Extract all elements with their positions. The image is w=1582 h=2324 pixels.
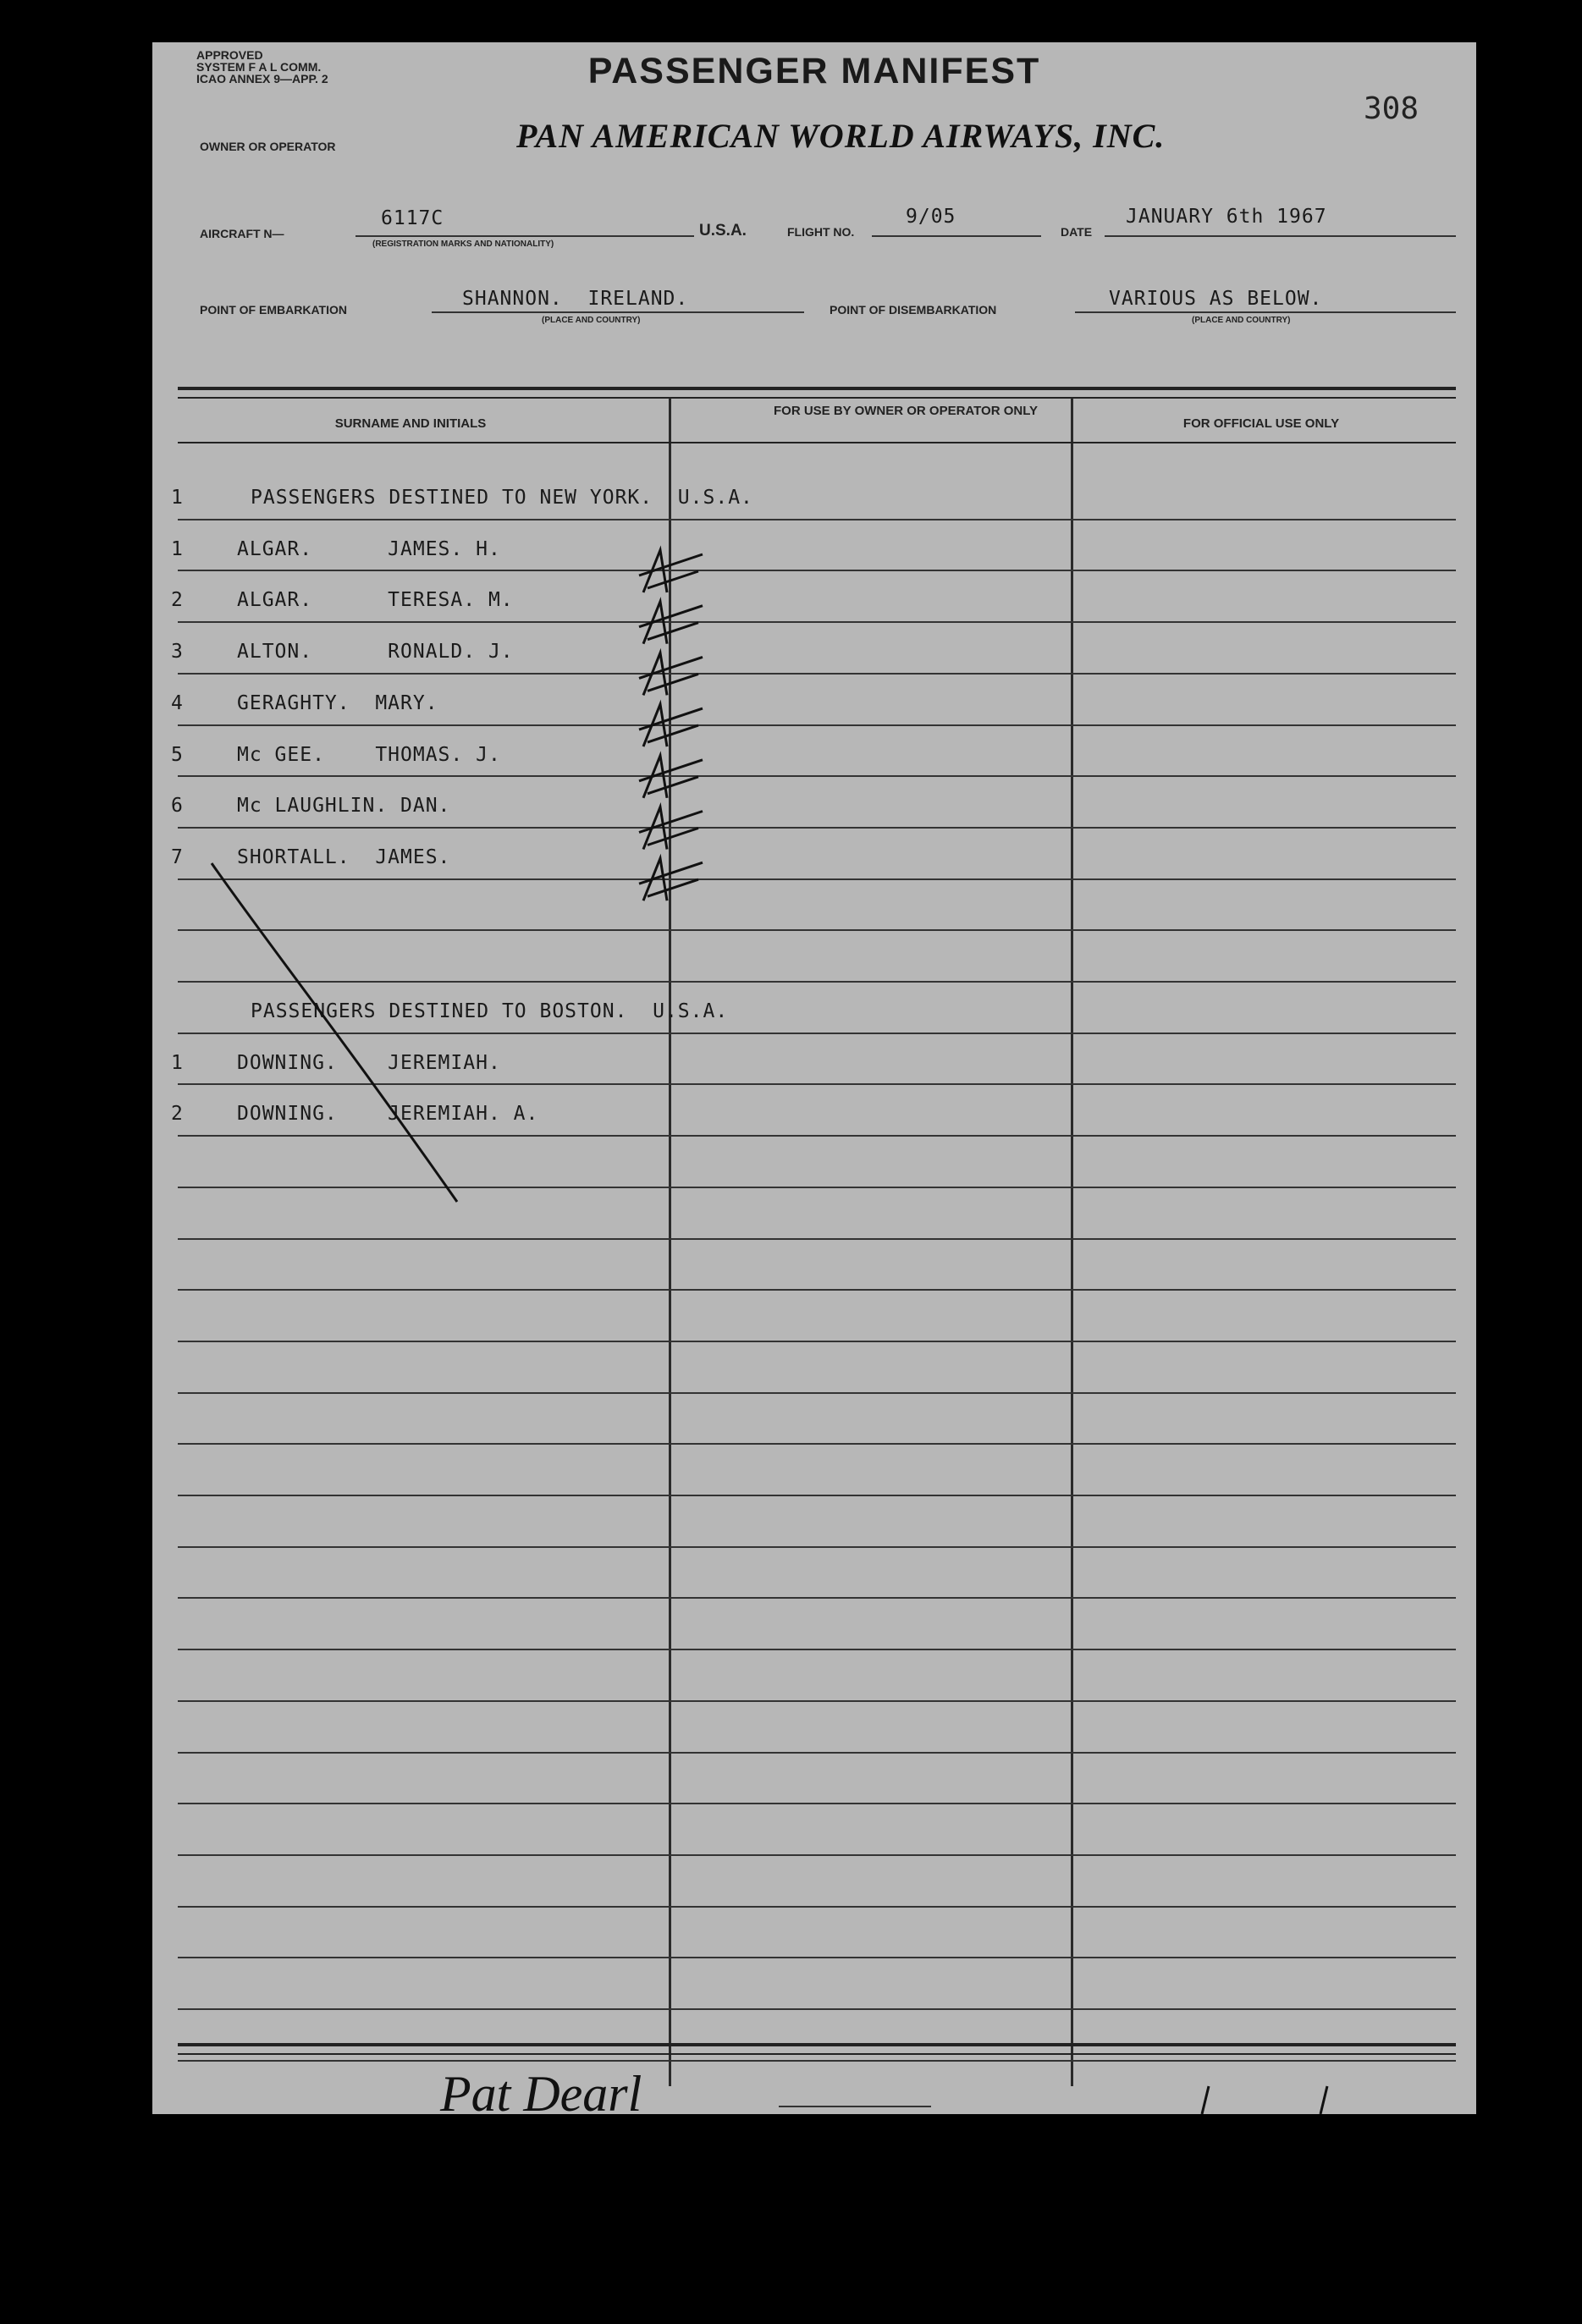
disembarkation-sublabel: (PLACE AND COUNTRY)	[1192, 316, 1291, 325]
table-bottom-rule	[178, 2043, 1456, 2046]
check-mark	[639, 550, 703, 592]
entry-number: 6	[171, 795, 184, 818]
passenger-name: GERAGHTY. MARY.	[237, 691, 438, 714]
row-rule	[178, 1803, 1456, 1804]
disembarkation-underline	[1075, 311, 1456, 313]
page-number: 308	[1363, 91, 1419, 126]
date-label: DATE	[1061, 225, 1093, 239]
row-rule	[178, 519, 1456, 520]
table-top-rule	[178, 387, 1456, 390]
flight-number: 9/05	[906, 206, 956, 228]
form-title: PASSENGER MANIFEST	[587, 51, 1041, 91]
entry-number: 4	[171, 691, 184, 714]
row-rule	[178, 673, 1456, 675]
usa-label: U.S.A.	[699, 222, 747, 240]
header-owner-use: FOR USE BY OWNER OR OPERATOR ONLY	[774, 404, 1038, 418]
row-rule	[178, 570, 1456, 571]
approval-line: SYSTEM F A L COMM.	[196, 60, 322, 74]
row-rule	[178, 1906, 1456, 1908]
row-rule	[178, 1649, 1456, 1650]
header-official-use: FOR OFFICIAL USE ONLY	[1182, 416, 1340, 431]
row-rule	[178, 2008, 1456, 2010]
passenger-name: ALGAR. JAMES. H.	[237, 537, 501, 560]
entry-number: 1	[171, 487, 184, 509]
check-mark	[639, 858, 703, 900]
passenger-name: SHORTALL. JAMES.	[237, 845, 451, 868]
row-rule	[178, 1238, 1456, 1240]
row-rule	[178, 1752, 1456, 1754]
row-rule	[178, 1700, 1456, 1702]
flight-label: FLIGHT NO.	[787, 225, 855, 239]
row-rule	[178, 724, 1456, 726]
manifest-sheet	[152, 42, 1476, 2114]
check-mark	[639, 602, 703, 644]
column-divider	[1071, 398, 1073, 2086]
row-rule	[178, 1957, 1456, 1958]
row-rule	[178, 2060, 1456, 2062]
passenger-name: Mc LAUGHLIN. DAN.	[237, 795, 451, 818]
date-underline	[1105, 235, 1456, 237]
aircraft-sublabel: (REGISTRATION MARKS AND NATIONALITY)	[372, 240, 554, 249]
approval-line: ICAO ANNEX 9—APP. 2	[196, 72, 328, 85]
aircraft-value: 6117C	[381, 207, 444, 229]
entry-number: 1	[171, 537, 184, 560]
embarkation-label: POINT OF EMBARKATION	[200, 303, 347, 317]
row-rule	[178, 775, 1456, 777]
margin-marks	[1185, 2082, 1354, 2114]
aircraft-label: AIRCRAFT N—	[200, 227, 284, 240]
row-rule	[178, 1597, 1456, 1599]
check-mark	[639, 756, 703, 798]
row-rule	[178, 1443, 1456, 1445]
passenger-name: Mc GEE. THOMAS. J.	[237, 743, 501, 766]
passenger-name: DOWNING. JEREMIAH.	[237, 1051, 501, 1074]
check-mark	[639, 653, 703, 695]
check-mark	[639, 807, 703, 850]
disembarkation-label: POINT OF DISEMBARKATION	[830, 303, 997, 317]
approval-line: APPROVED	[196, 48, 263, 62]
row-rule	[178, 1289, 1456, 1291]
check-mark	[639, 704, 703, 746]
aircraft-underline	[356, 235, 694, 237]
row-rule	[178, 1341, 1456, 1342]
embarkation-sublabel: (PLACE AND COUNTRY)	[542, 316, 641, 325]
entry-number: 2	[171, 1103, 184, 1126]
passenger-name: ALTON. RONALD. J.	[237, 641, 514, 664]
date-value: JANUARY 6th 1967	[1126, 206, 1327, 228]
destination-heading: PASSENGERS DESTINED TO NEW YORK. U.S.A.	[251, 487, 753, 509]
embarkation-underline	[432, 311, 804, 313]
row-rule	[178, 1546, 1456, 1548]
row-rule	[178, 1854, 1456, 1856]
flight-underline	[872, 235, 1041, 237]
passenger-name: DOWNING. JEREMIAH. A.	[237, 1103, 539, 1126]
disembarkation-value: VARIOUS AS BELOW.	[1109, 288, 1323, 310]
check-marks	[626, 537, 728, 910]
entry-number: 7	[171, 845, 184, 868]
owner-label: OWNER OR OPERATOR	[200, 140, 336, 153]
table-top-rule	[178, 397, 1456, 399]
row-rule	[178, 621, 1456, 623]
header-surname: SURNAME AND INITIALS	[334, 416, 487, 431]
header-rule	[178, 442, 1456, 443]
passenger-name: ALGAR. TERESA. M.	[237, 589, 514, 612]
destination-heading: PASSENGERS DESTINED TO BOSTON. U.S.A.	[251, 1000, 729, 1022]
signature: Pat Dearl	[440, 2066, 642, 2114]
entry-number: 3	[171, 641, 184, 664]
signature-line	[779, 2106, 931, 2107]
operator-name: PAN AMERICAN WORLD AIRWAYS, INC.	[516, 117, 1166, 155]
table-bottom-rule	[178, 2053, 1456, 2055]
entry-number: 2	[171, 589, 184, 612]
row-rule	[178, 1392, 1456, 1394]
embarkation-value: SHANNON. IRELAND.	[462, 288, 689, 310]
row-rule	[178, 827, 1456, 829]
entry-number: 5	[171, 743, 184, 766]
cross-out-stroke	[203, 855, 474, 1210]
entry-number: 1	[171, 1051, 184, 1074]
row-rule	[178, 1495, 1456, 1496]
